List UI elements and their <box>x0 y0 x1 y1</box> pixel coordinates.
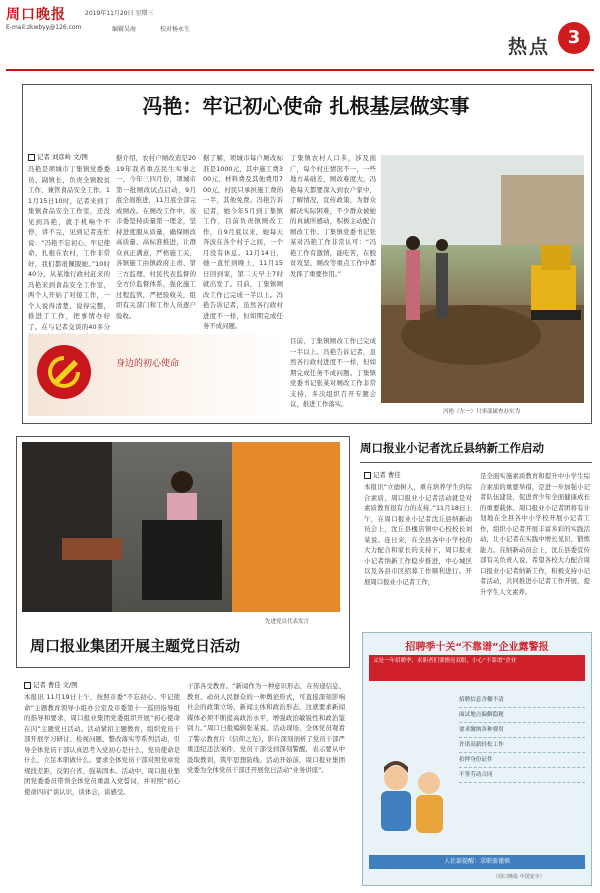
ad-item: 许诺高薪轻松工作 <box>459 738 585 753</box>
article2-byline <box>364 470 401 479</box>
article2-col1: 本报讯“立德树人，重在培养学生的综合素质，周口报业小记者活动就是对素质教育很有力的支持。”11月18日上午，在周口报业小记者沈丘县纳新动员会上，沈丘县槐店镇中心校校长刘某说。连日来，在全县各中小学校的大力配合和家长的支持下，周口报业小记者纳新工作稳步推进，中心城区以及各县市区招募工作顺利进行。开展周口报业小记者工作， <box>364 483 472 586</box>
editor-credit: 编辑吴海 <box>112 26 137 33</box>
article3-byline <box>24 680 78 689</box>
contact-email: E-mail:zkwbyy@126.com <box>6 24 82 31</box>
article1-col1: 冯艳是项城市丁集镇党委委员、副镇长，负责全镇脱贫工作，兼管食品安全工作。11月15日10时，记者来到丁集镇食品安全工作室，还没见到冯艳，就手机响个不停，讲不完，见到记者连忙说：“冯艳不忘初心、牢记使命，扎根在农村，工作非常好，我们都很佩服她。”10时40分，从某地行政村赶来的冯艳来到食品安全工作室，两个人开始了对接工作，一个人说得清楚、说得完整，推进了工作，把事情办好了。在与记者交谈的40多分 <box>28 165 110 331</box>
issue-date: 2019年11月20日 星期三 <box>85 10 154 17</box>
ad-item: 扣押身份证件 <box>459 753 585 768</box>
article1-byline-text: 记者 刘彦岭 文/图 <box>37 153 88 161</box>
article1-col5: 目前，丁集镇厕改工作已完成一半以上。冯艳告诉记者，虽然各行政村进度不一样，但如期完成任务不成问题。丁集镇党委书记张某对厕改工作非常支持，多次组织召开专题会议，推进工作落实。 <box>290 337 376 408</box>
podium-speech-icon <box>22 442 340 612</box>
section-title: 热点 <box>507 36 550 58</box>
page-number-badge: 3 <box>558 22 590 54</box>
article1-photo-caption: 冯艳（左一）只率部属查办实为 <box>443 409 521 415</box>
article1-col2: 据介绍，农村户厕改造是2019年我省重点民生实事之一，今年三四月份，项城市第一批厕改试点启动，9月底全面推进，11月底全部完成厕改。在厕改工作中，该市委坚持质量第一理念，坚持进度服从质量，确保厕改高质量、高标准推进，让群众真正满意，严格施工关，各镇施工由镇政府主责、第三方监理、村民代表监督的全方位监督体系，强化施工过程监管，严把验收关，组织有关部门和工作人员逐户验收。 <box>116 154 196 320</box>
ad-item: 面试地点偏僻隐秘 <box>459 708 585 723</box>
byline-square-icon <box>364 472 371 479</box>
article3-photo-caption: 先进党员代表发言 <box>265 619 310 625</box>
byline-square-icon <box>24 682 31 689</box>
party-banner-caption: 身边的初心使命 <box>116 359 180 369</box>
construction-scene-icon <box>381 155 584 403</box>
article2-col2: 是全面实施素质教育和提升中小学生综合素质的重要举措，是进一步加强小记者队伍建设，促进青少年全面健康成长的重要载体。周口报业小记者团将有计划地在全县各中小学校开展小记者工作，组织小记者开展丰富多彩的实践活动，让小记者在实践中增长见识、锻炼能力。在纳新动员会上，沈丘县委宣传部有关负责人说，希望各校大力配合周口报业小记者纳新工作，积极支持小记者活动，共同推进小记者工作开展，提升学生人文素养。 <box>480 472 590 596</box>
article2-rule <box>360 462 592 463</box>
recruitment-warning-ad <box>362 632 592 886</box>
ad-item: 不签劳动合同 <box>459 768 585 783</box>
article3-col1: 本报讯 11月19日上午，按照市委“不忘初心、牢记使命”主题教育领导小组办公室及市委第十一巡回指导组的指导和要求，周口报业集团党委组织开展“初心使命在闪”主题党日活动。活动紧扣主题教育，组织党员干部开展学习研讨、检视问题、整改落实等系列活动，引导全体党员干部认真思考入党初心是什么、党员使命是什么，立足本职做什么。要求全体党员干部对照党章党规找差距，反躬自省、强基固本。活动中，周口报业集团党委委员带领全体党员重温入党誓词，并对照“初心使命四问”谈认识，谈体会，谈感受。 <box>24 693 180 796</box>
article1-col3: 据了解，项城市每户厕改标准是1000元，其中施工费300元，材料费及其他费用700元，村民只承担施工费的一半，其他免费。冯艳告诉记者，她今年5月到丁集镇工作，目前负责镇厕改工作，自9月底以来，她每天奔波在各个村子之间，一个月没有休息。11月14日，她一直忙到晚上，11月15日回到家，第二天早上7时就出发了。目前，丁集镇厕改工作已完成一半以上。冯艳告诉记者，虽然各行政村进度不一样，但如期完成任务不成问题。 <box>203 154 283 330</box>
article1-byline <box>28 152 88 161</box>
newspaper-logo: 周口晚报 <box>6 7 66 23</box>
article1-headline: 冯艳：牢记初心使命 扎根基层做实事 <box>142 94 470 118</box>
ad-item-list <box>459 693 585 783</box>
ad-headline: 招聘季十关“不靠谱”企业露警报 <box>405 642 549 653</box>
ad-item: 要求缴纳各种费用 <box>459 723 585 738</box>
article2-headline: 周口报业小记者沈丘县纳新工作启动 <box>360 441 544 455</box>
ad-footer: 人社部提醒：求职需谨慎 <box>369 855 585 869</box>
proofreader-credit: 校对杨永生 <box>160 26 191 33</box>
article1-col4: 丁集镇农村人口多，涉及面广，每个村庄情况不一，一些地方基础差，厕改难度大，冯艳每天都要深入到农户家中，了解情况，宣传政策，为群众解决实际困难，不少群众被她的真诚所感动，积极主动配合厕改工作。丁集镇党委书记张某对冯艳工作非常认可：“冯艳工作有激情，能吃苦，在脱贫攻坚、厕改等重点工作中都发挥了重要作用。” <box>290 154 376 278</box>
ad-item: 招聘信息含糊不清 <box>459 693 585 708</box>
article3-byline-text: 记者 曹佳 文/图 <box>33 681 78 689</box>
article1-photo <box>381 155 584 403</box>
ad-brand: （周口晚报·中国安全） <box>493 874 545 880</box>
party-emblem-icon <box>34 342 94 402</box>
article3-col2: 干部各受教育。“新闻作为一种意识形态，在传递信息、教育、动员人民群众的一种舆论形式，可直接深刻影响社会的政策立场，新闻主体和政治形态，这就要求新闻媒体必须不断提高政治水平，增强政治敏锐性和政治鉴别力。”周口日报编辑张某说。活动现场，全体党员观看了警示教育片《信仰之光》，影片深刻剖析了党员干部严重违纪违法案件，党员干部受到深刻警醒，表示要从中汲取教训，筑牢思想防线。活动开始前，周口报业集团党委为全体党员干部还开展党日活动“业务讲座”。 <box>187 682 345 774</box>
ad-subtitle: 又是一年招聘季，求职者们要擦亮双眼，小心“不靠谱”企业 <box>369 655 585 681</box>
byline-square-icon <box>28 154 35 161</box>
party-emblem-banner <box>28 334 284 416</box>
job-seeker-illustration-icon <box>371 753 451 843</box>
header-divider <box>6 69 594 71</box>
article3-photo <box>22 442 340 612</box>
article3-headline: 周口报业集团开展主题党日活动 <box>30 637 241 655</box>
article2-byline-text: 记者 曹佳 <box>373 471 401 479</box>
